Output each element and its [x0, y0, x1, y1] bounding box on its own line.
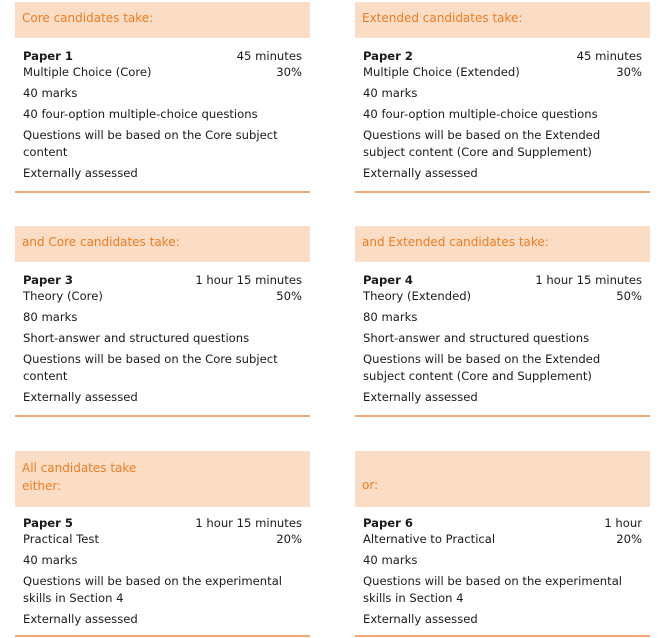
paper-subtitle: Practical Test [23, 532, 100, 546]
card-header-line1: All candidates take [22, 461, 137, 475]
paper-5-card [15, 451, 310, 630]
paper-title: Paper 1 [23, 49, 73, 63]
paper-duration: 45 minutes [576, 49, 642, 63]
paper-title: Paper 5 [23, 516, 73, 530]
paper-subtitle: Theory (Core) [23, 289, 103, 303]
card-bottom-rule [15, 415, 310, 417]
paper-description: Short-answer and structured questions [363, 331, 590, 345]
paper-weight: 30% [276, 65, 302, 79]
paper-weight: 30% [616, 65, 642, 79]
card-header [15, 451, 310, 507]
paper-duration: 1 hour 15 minutes [195, 516, 302, 530]
paper-marks: 40 marks [23, 553, 78, 567]
paper-description: 40 four-option multiple-choice questions [23, 107, 258, 121]
paper-assessment: Externally assessed [363, 390, 478, 404]
paper-assessment: Externally assessed [23, 166, 138, 180]
card-bottom-rule [15, 191, 310, 193]
card-header: Core candidates take: [15, 2, 310, 38]
paper-weight: 50% [276, 289, 302, 303]
paper-1-card [15, 2, 310, 184]
card-header: or: [355, 451, 650, 507]
paper-marks: 40 marks [363, 553, 418, 567]
paper-content-line2: content [23, 369, 68, 383]
card-header: and Core candidates take: [15, 226, 310, 262]
card-header: and Extended candidates take: [355, 226, 650, 262]
paper-content-line1: Questions will be based on the Core subject [23, 128, 278, 142]
card-bottom-rule [355, 635, 650, 637]
paper-description: 40 four-option multiple-choice questions [363, 107, 598, 121]
paper-title: Paper 2 [363, 49, 413, 63]
paper-2-card [355, 2, 650, 184]
card-bottom-rule [15, 635, 310, 637]
paper-title: Paper 6 [363, 516, 413, 530]
paper-title: Paper 3 [23, 273, 73, 287]
paper-weight: 50% [616, 289, 642, 303]
paper-duration: 1 hour 15 minutes [195, 273, 302, 287]
paper-description: Short-answer and structured questions [23, 331, 250, 345]
paper-duration: 1 hour [604, 516, 642, 530]
paper-marks: 80 marks [363, 310, 418, 324]
paper-duration: 1 hour 15 minutes [535, 273, 642, 287]
paper-content-line1: Questions will be based on the experimental [23, 574, 283, 588]
paper-duration: 45 minutes [236, 49, 302, 63]
paper-4-card [355, 226, 650, 408]
paper-subtitle: Multiple Choice (Core) [23, 65, 152, 79]
paper-content-line2: subject content (Core and Supplement) [363, 145, 592, 159]
paper-content-line1: Questions will be based on the Extended [363, 128, 601, 142]
paper-3-card [15, 226, 310, 408]
paper-weight: 20% [616, 532, 642, 546]
paper-content-line2: skills in Section 4 [363, 591, 464, 605]
card-header-line2: either: [22, 479, 62, 493]
paper-assessment: Externally assessed [23, 390, 138, 404]
paper-content-line2: subject content (Core and Supplement) [363, 369, 592, 383]
paper-content-line1: Questions will be based on the Extended [363, 352, 601, 366]
paper-assessment: Externally assessed [23, 612, 138, 626]
card-header: Extended candidates take: [355, 2, 650, 38]
paper-content-line1: Questions will be based on the Core subject [23, 352, 278, 366]
paper-subtitle: Alternative to Practical [363, 532, 496, 546]
paper-content-line2: content [23, 145, 68, 159]
paper-subtitle: Multiple Choice (Extended) [363, 65, 520, 79]
card-bottom-rule [355, 191, 650, 193]
paper-assessment: Externally assessed [363, 166, 478, 180]
paper-weight: 20% [276, 532, 302, 546]
paper-assessment: Externally assessed [363, 612, 478, 626]
paper-content-line2: skills in Section 4 [23, 591, 124, 605]
paper-title: Paper 4 [363, 273, 413, 287]
paper-marks: 40 marks [363, 86, 418, 100]
paper-marks: 80 marks [23, 310, 78, 324]
card-bottom-rule [355, 415, 650, 417]
paper-content-line1: Questions will be based on the experimental [363, 574, 623, 588]
paper-subtitle: Theory (Extended) [363, 289, 472, 303]
paper-marks: 40 marks [23, 86, 78, 100]
paper-6-card [355, 451, 650, 630]
